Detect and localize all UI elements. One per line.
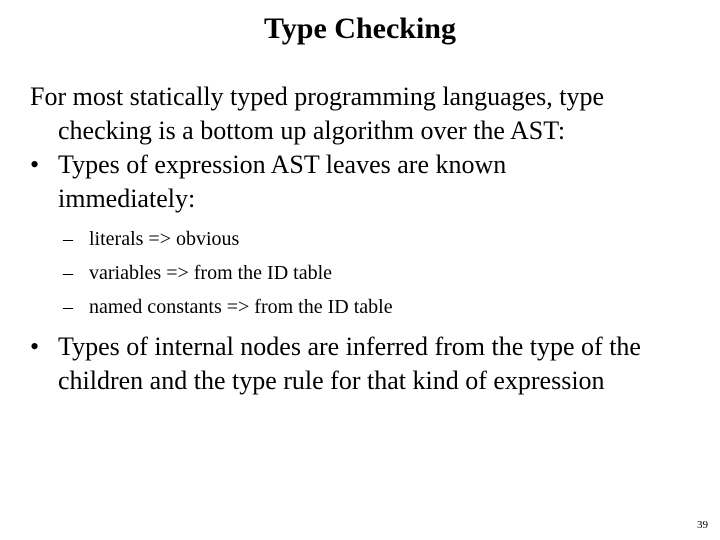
- bullet-text-line-2: children and the type rule for that kind of expression: [58, 366, 605, 395]
- intro-paragraph: [30, 80, 690, 148]
- intro-line-1: For most statically typed programming languages, type: [30, 82, 605, 111]
- bullet-text-line-2: immediately:: [58, 184, 196, 213]
- subitem-text: variables => from the ID table: [89, 262, 333, 284]
- bullet-text-line-1: Types of expression AST leaves are known: [58, 150, 507, 179]
- bullet-text-line-1: Types of internal nodes are inferred from the type of the: [58, 332, 641, 361]
- intro-line-2: checking is a bottom up algorithm over the AST:: [58, 116, 566, 145]
- dash-mark: –: [63, 262, 73, 284]
- subitem-text: named constants => from the ID table: [89, 296, 393, 318]
- subitem-named-constants: [63, 294, 393, 320]
- bullet-leaves: [30, 148, 700, 216]
- page-number: 39: [697, 519, 708, 531]
- bullet-internal-nodes: [30, 330, 700, 398]
- subitem-text: literals => obvious: [89, 228, 240, 250]
- subitem-variables: [63, 260, 332, 286]
- dash-mark: –: [63, 228, 73, 250]
- slide-title: Type Checking: [264, 12, 456, 45]
- bullet-mark: •: [30, 332, 40, 361]
- dash-mark: –: [63, 296, 73, 318]
- subitem-literals: [63, 226, 239, 252]
- bullet-mark: •: [30, 150, 40, 179]
